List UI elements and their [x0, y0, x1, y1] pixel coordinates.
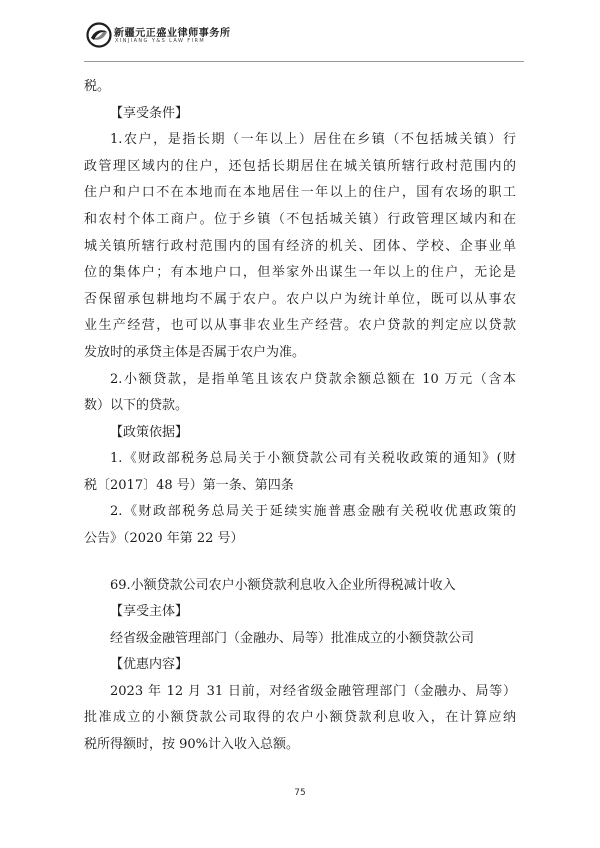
- text-line: 数）以下的贷款。: [84, 398, 189, 413]
- text-line: 住户和户口不在本地而在本地居住一年以上的住户，国有农场的职工: [84, 185, 516, 200]
- text-line: 位的集体户；有本地户口，但举家外出谋生一年以上的住户，无论是: [84, 265, 516, 280]
- firm-name-en: XINJIANG Y&S LAW FIRM: [115, 38, 206, 44]
- text-line: 1.农户，是指长期（一年以上）居住在乡镇（不包括城关镇）行: [110, 132, 516, 147]
- text-line: 2.《财政部税务总局关于延续实施普惠金融有关税收优惠政策的: [110, 504, 516, 519]
- text-line: 经省级金融管理部门（金融办、局等）批准成立的小额贷款公司: [110, 631, 475, 646]
- header-divider: [84, 61, 524, 62]
- text-line: 2023 年 12 月 31 日前，对经省级金融管理部门（金融办、局等）: [110, 684, 516, 699]
- page-number: 75: [294, 788, 306, 798]
- text-line: 【政策依据】: [110, 425, 189, 440]
- text-line: 税所得额时，按 90%计入收入总额。: [84, 737, 300, 752]
- text-line: 公告》（2020 年第 22 号）: [84, 531, 244, 546]
- text-line: 69.小额贷款公司农户小额贷款利息收入企业所得税减计收入: [110, 578, 456, 593]
- text-line: 1.《财政部税务总局关于小额贷款公司有关税收政策的通知》(财: [110, 451, 516, 466]
- text-line: 城关镇所辖行政村范围内的国有经济的机关、团体、学校、企事业单: [84, 239, 516, 254]
- text-line: 业生产经营，也可以从事非农业生产经营。农户贷款的判定应以贷款: [84, 318, 516, 333]
- text-line: 【优惠内容】: [110, 657, 189, 672]
- text-line: 税。: [84, 79, 111, 94]
- text-line: 和农村个体工商户。位于乡镇（不包括城关镇）行政管理区域内和在: [84, 212, 516, 227]
- text-line: 2.小额贷款，是指单笔且该农户贷款余额总额在 10 万元（含本: [110, 372, 516, 387]
- firm-logo-icon: [84, 20, 114, 50]
- text-line: 税〔2017〕48 号）第一条、第四条: [84, 478, 294, 493]
- text-line: 发放时的承贷主体是否属于农户为准。: [84, 345, 306, 360]
- text-line: 否保留承包耕地均不属于农户。农户以户为统计单位，既可以从事农: [84, 292, 516, 307]
- text-line: 【享受主体】: [110, 604, 189, 619]
- page-header: [84, 20, 524, 62]
- text-line: 政管理区域内的住户，还包括长期居住在城关镇所辖行政村范围内的: [84, 159, 516, 174]
- text-line: 批准成立的小额贷款公司取得的农户小额贷款利息收入，在计算应纳: [84, 710, 516, 725]
- firm-name-cn: 新疆元正盛业律师事务所: [114, 28, 231, 39]
- text-line: 【享受条件】: [110, 106, 189, 121]
